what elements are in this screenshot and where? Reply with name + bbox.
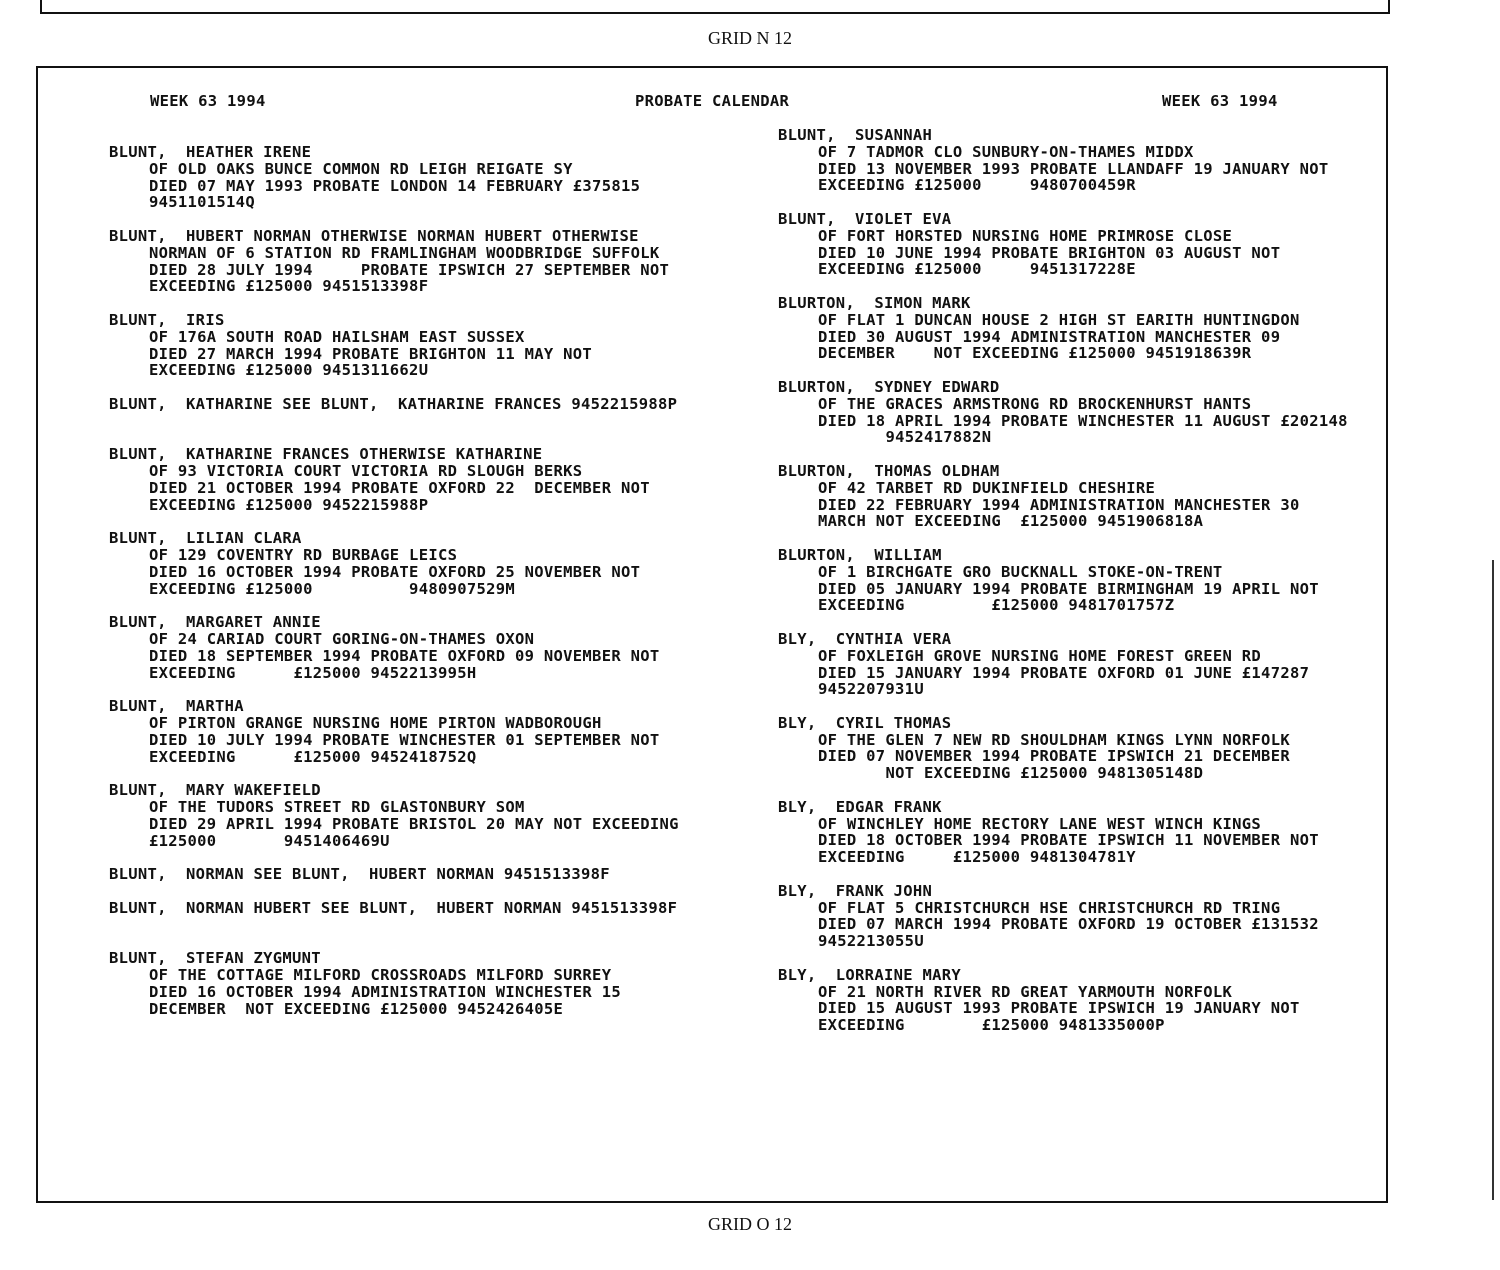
probate-entry (109, 530, 749, 597)
probate-entry (778, 211, 1378, 278)
entry-name: BLUNT, KATHARINE SEE BLUNT, KATHARINE FRANCES 9452215988P (109, 394, 678, 413)
probate-entry (109, 698, 749, 765)
entry-name: BLUNT, MARGARET ANNIE (109, 613, 321, 632)
entry-name: BLY, EDGAR FRANK (778, 797, 942, 816)
entry-name: BLUNT, MARY WAKEFIELD (109, 781, 321, 800)
probate-entry (778, 799, 1378, 866)
entry-details: OF 1 BIRCHGATE GRO BUCKNALL STOKE-ON-TRENT DIED 05 JANUARY 1994 PROBATE BIRMINGHAM 19 APRIL NOT EXCEEDING £125000 9481701757Z (818, 562, 1319, 615)
header-title: PROBATE CALENDAR (635, 92, 790, 110)
entry-name: BLY, FRANK JOHN (778, 881, 933, 900)
entry-name: BLUNT, NORMAN HUBERT SEE BLUNT, HUBERT NORMAN 9451513398F (109, 898, 678, 917)
probate-entry (778, 547, 1378, 614)
entry-name: BLUNT, STEFAN ZYGMUNT (109, 949, 321, 968)
entry-details: OF 93 VICTORIA COURT VICTORIA RD SLOUGH BERKS DIED 21 OCTOBER 1994 PROBATE OXFORD 22 DECEMBER NOT EXCEEDING £125000 9452215988P (149, 462, 650, 514)
probate-entry (109, 614, 749, 681)
entry-details: OF FOXLEIGH GROVE NURSING HOME FOREST GREEN RD DIED 15 JANUARY 1994 PROBATE OXFORD 01 JUNE £147287 9452207931U (818, 646, 1310, 699)
entry-details: OF THE GLEN 7 NEW RD SHOULDHAM KINGS LYNN NORFOLK DIED 07 NOVEMBER 1994 PROBATE IPSWICH 21 DECEMBER NOT EXCEEDING £125000 9481305148D (818, 730, 1290, 783)
entry-details: OF THE COTTAGE MILFORD CROSSROADS MILFORD SURREY DIED 16 OCTOBER 1994 ADMINISTRATION WINCHESTER 15 DECEMBER NOT EXCEEDING £125000 9452426405E (149, 966, 621, 1018)
entry-name: BLUNT, SUSANNAH (778, 126, 933, 144)
entry-details: OF FLAT 1 DUNCAN HOUSE 2 HIGH ST EARITH HUNTINGDON DIED 30 AUGUST 1994 ADMINISTRATION MANCHESTER 09 DECEMBER NOT EXCEEDING £125000 9451918639R (818, 310, 1300, 363)
probate-entry (109, 228, 749, 295)
right-column (778, 127, 1378, 1051)
probate-entry (778, 883, 1378, 950)
probate-entry (778, 967, 1378, 1034)
probate-entry (778, 295, 1378, 362)
entry-details: OF THE GRACES ARMSTRONG RD BROCKENHURST HANTS DIED 18 APRIL 1994 PROBATE WINCHESTER 11 AUGUST £202148 9452417882N (818, 394, 1348, 447)
scan-edge-line (1492, 560, 1494, 1200)
probate-entry (778, 631, 1378, 698)
probate-entry (109, 446, 749, 513)
entry-name: BLUNT, MARTHA (109, 697, 244, 716)
grid-label-bottom: GRID O 12 (708, 1214, 792, 1234)
entry-name: BLUNT, HUBERT NORMAN OTHERWISE NORMAN HUBERT OTHERWISE (109, 226, 639, 245)
entry-name: BLURTON, WILLIAM (778, 545, 942, 564)
entry-details: NORMAN OF 6 STATION RD FRAMLINGHAM WOODBRIDGE SUFFOLK DIED 28 JULY 1994 PROBATE IPSWICH 27 SEPTEMBER NOT EXCEEDING £125000 9451513398F (149, 243, 670, 296)
top-page-frame (40, 0, 1390, 14)
entry-details: OF 24 CARIAD COURT GORING-ON-THAMES OXON DIED 18 SEPTEMBER 1994 PROBATE OXFORD 09 NOVEMBER NOT EXCEEDING £125000 9452213995H (149, 630, 660, 682)
entry-name: BLUNT, VIOLET EVA (778, 209, 952, 228)
probate-entry (778, 127, 1378, 194)
entry-name: BLURTON, SIMON MARK (778, 293, 971, 312)
entry-details: OF FLAT 5 CHRISTCHURCH HSE CHRISTCHURCH RD TRING DIED 07 MARCH 1994 PROBATE OXFORD 19 OCTOBER £131532 9452213055U (818, 898, 1319, 951)
entry-name: BLY, CYNTHIA VERA (778, 629, 952, 648)
entry-details: OF 21 NORTH RIVER RD GREAT YARMOUTH NORFOLK DIED 15 AUGUST 1993 PROBATE IPSWICH 19 JANUARY NOT EXCEEDING £125000 9481335000P (818, 982, 1300, 1035)
entry-details: OF 7 TADMOR CLO SUNBURY-ON-THAMES MIDDX DIED 13 NOVEMBER 1993 PROBATE LLANDAFF 19 JANUARY NOT EXCEEDING £125000 9480700459R (818, 142, 1329, 195)
entry-details: OF THE TUDORS STREET RD GLASTONBURY SOM DIED 29 APRIL 1994 PROBATE BRISTOL 20 MAY NOT EXCEEDING £125000 9451406469U (149, 798, 679, 850)
header-week-left: WEEK 63 1994 (150, 92, 266, 110)
entry-details: OF PIRTON GRANGE NURSING HOME PIRTON WADBOROUGH DIED 10 JULY 1994 PROBATE WINCHESTER 01 SEPTEMBER NOT EXCEEDING £125000 9452418752Q (149, 714, 660, 766)
probate-entry (778, 715, 1378, 782)
probate-entry (109, 312, 749, 379)
header-week-right: WEEK 63 1994 (1162, 92, 1278, 110)
entry-details: OF 129 COVENTRY RD BURBAGE LEICS DIED 16 OCTOBER 1994 PROBATE OXFORD 25 NOVEMBER NOT EXCEEDING £125000 9480907529M (149, 546, 641, 598)
entry-name: BLUNT, IRIS (109, 310, 225, 329)
entry-details: OF FORT HORSTED NURSING HOME PRIMROSE CLOSE DIED 10 JUNE 1994 PROBATE BRIGHTON 03 AUGUST NOT EXCEEDING £125000 9451317228E (818, 226, 1281, 279)
entry-details: OF WINCHLEY HOME RECTORY LANE WEST WINCH KINGS DIED 18 OCTOBER 1994 PROBATE IPSWICH 11 NOVEMBER NOT EXCEEDING £125000 9481304781Y (818, 814, 1319, 867)
entry-details: OF 42 TARBET RD DUKINFIELD CHESHIRE DIED 22 FEBRUARY 1994 ADMINISTRATION MANCHESTER 30 MARCH NOT EXCEEDING £125000 9451906818A (818, 478, 1300, 531)
left-column (109, 144, 749, 1034)
entry-name: BLUNT, HEATHER IRENE (109, 143, 312, 161)
probate-entry (109, 950, 749, 1017)
entry-name: BLUNT, KATHARINE FRANCES OTHERWISE KATHARINE (109, 445, 543, 464)
probate-entry (109, 900, 749, 917)
entry-name: BLUNT, LILIAN CLARA (109, 529, 302, 548)
probate-entry (109, 396, 749, 413)
entry-name: BLY, CYRIL THOMAS (778, 713, 952, 732)
probate-entry (778, 463, 1378, 530)
probate-entry (109, 144, 749, 211)
entry-name: BLY, LORRAINE MARY (778, 965, 962, 984)
entry-name: BLURTON, SYDNEY EDWARD (778, 377, 1000, 396)
probate-entry (109, 866, 749, 883)
probate-entry (109, 782, 749, 849)
entry-details: OF OLD OAKS BUNCE COMMON RD LEIGH REIGATE SY DIED 07 MAY 1993 PROBATE LONDON 14 FEBRUARY £375815 9451101514Q (149, 159, 641, 212)
probate-entry (778, 379, 1378, 446)
entry-name: BLURTON, THOMAS OLDHAM (778, 461, 1000, 480)
entry-details: OF 176A SOUTH ROAD HAILSHAM EAST SUSSEX DIED 27 MARCH 1994 PROBATE BRIGHTON 11 MAY NOT EXCEEDING £125000 9451311662U (149, 327, 593, 380)
entry-name: BLUNT, NORMAN SEE BLUNT, HUBERT NORMAN 9451513398F (109, 865, 610, 884)
grid-label-top: GRID N 12 (708, 28, 792, 48)
